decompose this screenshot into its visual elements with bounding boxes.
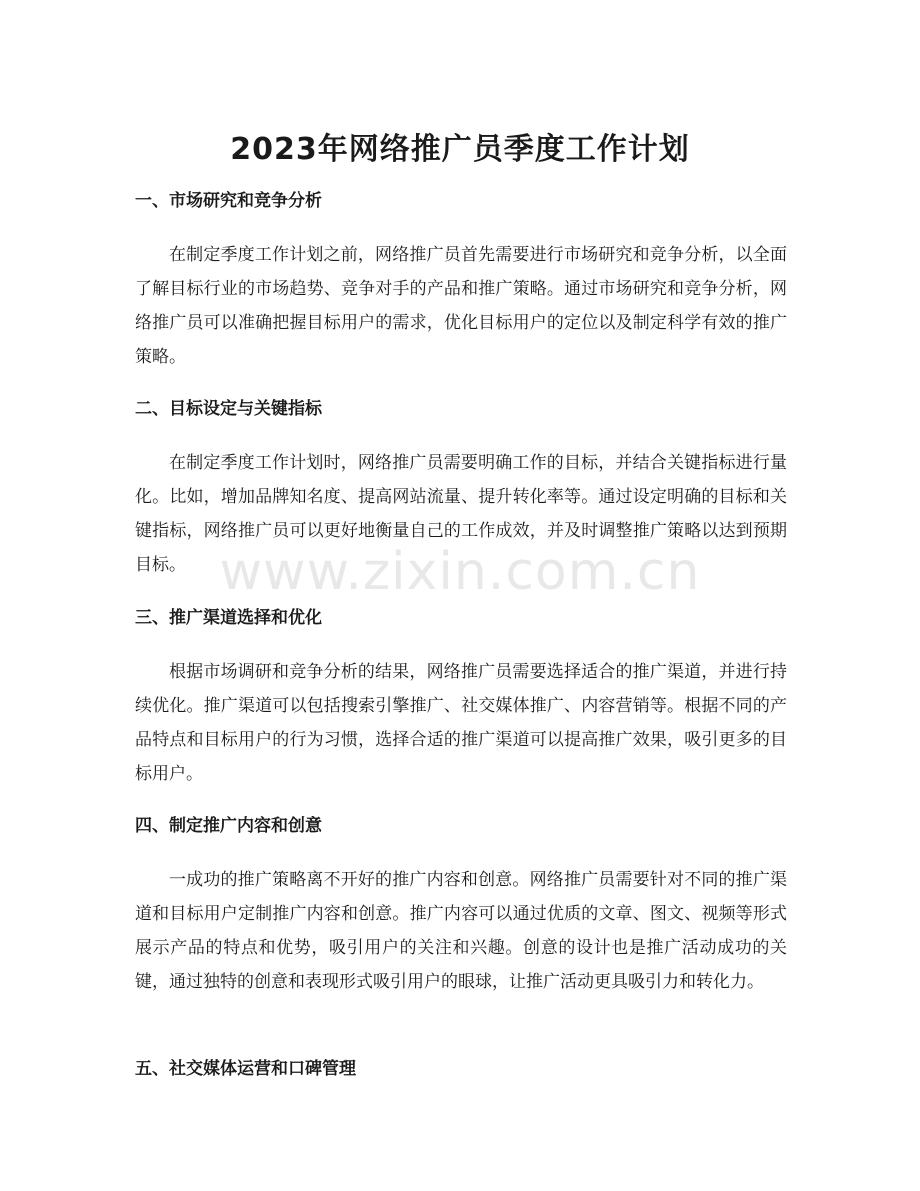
section-heading: 一、市场研究和竞争分析 xyxy=(135,191,322,211)
section-heading: 三、推广渠道选择和优化 xyxy=(135,608,322,628)
section-paragraph: 根据市场调研和竞争分析的结果，网络推广员需要选择适合的推广渠道，并进行持续优化。推广渠道可以包括搜索引擎推广、社交媒体推广、内容营销等。根据不同的产品特点和目标用户的行为习惯，选择合适的推广渠道可以提高推广效果，吸引更多的目标用户。 xyxy=(135,662,787,784)
watermark: www.zixin.com.cn xyxy=(219,542,701,602)
section-heading: 四、制定推广内容和创意 xyxy=(135,816,322,836)
section-paragraph: 在制定季度工作计划之前，网络推广员首先需要进行市场研究和竞争分析，以全面了解目标行业的市场趋势、竞争对手的产品和推广策略。通过市场研究和竞争分析，网络推广员可以准确把握目标用户的需求，优化目标用户的定位以及制定科学有效的推广策略。 xyxy=(135,245,787,367)
section-5 xyxy=(135,1057,787,1081)
section-paragraph: 在制定季度工作计划时，网络推广员需要明确工作的目标，并结合关键指标进行量化。比如，增加品牌知名度、提高网站流量、提升转化率等。通过设定明确的目标和关键指标，网络推广员可以更好地衡量自己的工作成效，并及时调整推广策略以达到预期目标。 xyxy=(135,453,787,575)
section-3 xyxy=(135,606,787,791)
section-2 xyxy=(135,397,787,582)
section-paragraph: 一成功的推广策略离不开好的推广内容和创意。网络推广员需要针对不同的推广渠道和目标用户定制推广内容和创意。推广内容可以通过优质的文章、图文、视频等形式展示产品的特点和优势，吸引用户的关注和兴趣。创意的设计也是推广活动成功的关键，通过独特的创意和表现形式吸引用户的眼球，让推广活动更具吸引力和转化力。 xyxy=(135,870,787,992)
section-1 xyxy=(135,189,787,374)
section-4 xyxy=(135,814,787,999)
section-heading: 五、社交媒体运营和口碑管理 xyxy=(135,1059,356,1079)
section-heading: 二、目标设定与关键指标 xyxy=(135,399,322,419)
page-title: 2023年网络推广员季度工作计划 xyxy=(230,132,690,168)
